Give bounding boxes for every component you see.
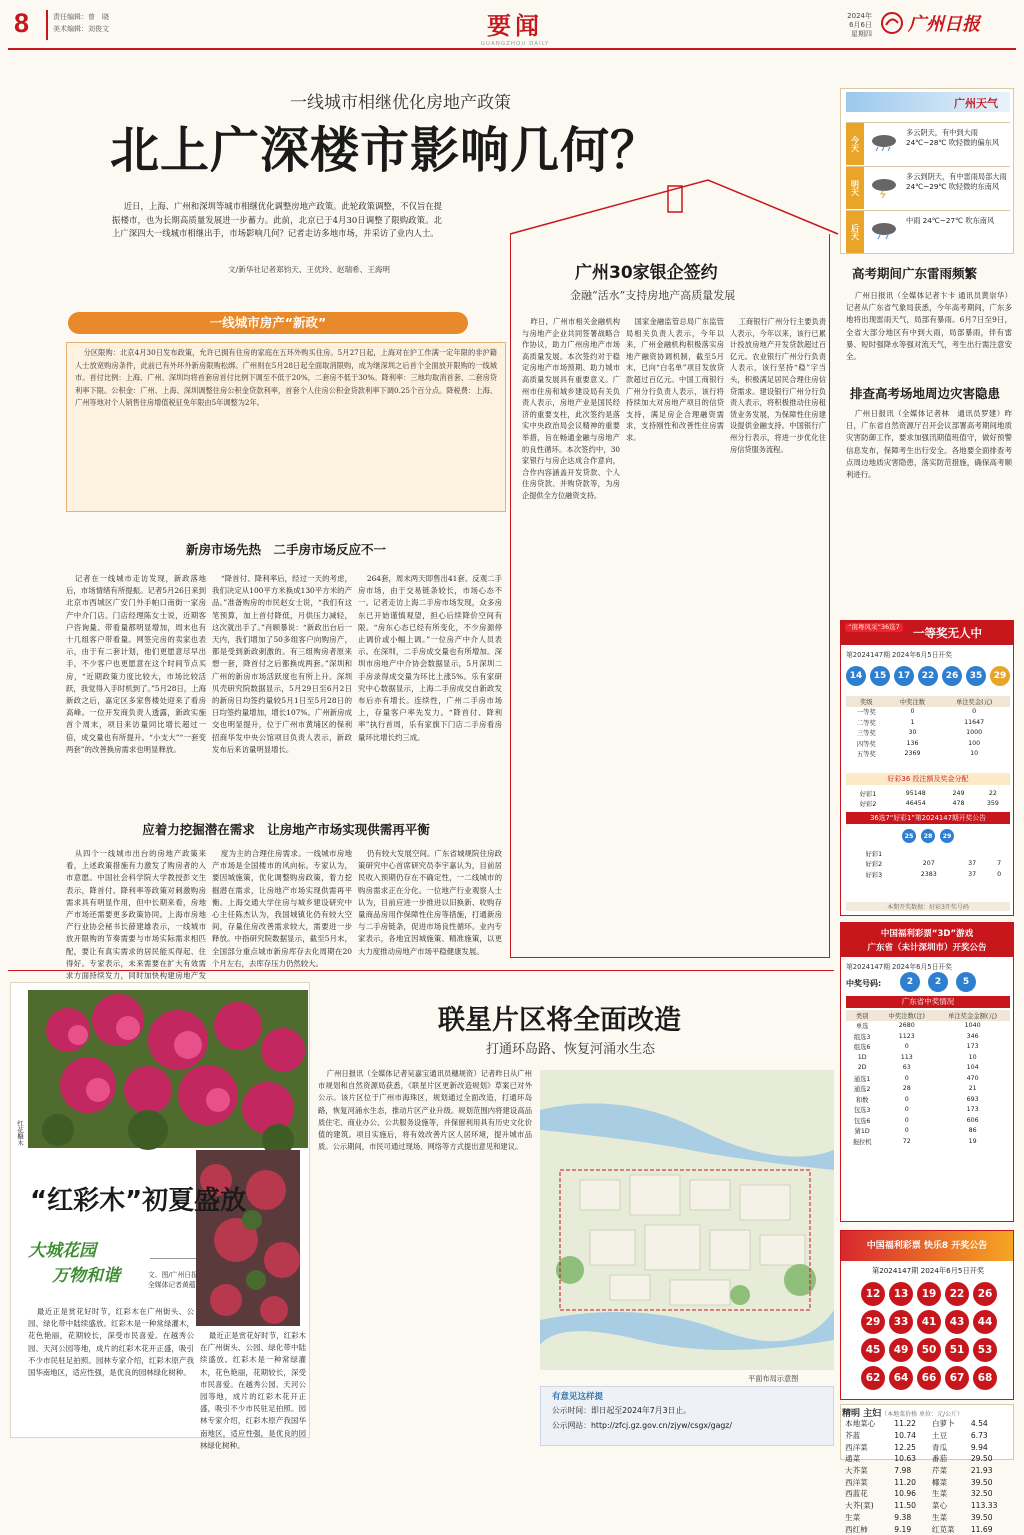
table-cell: 0 [904,1116,909,1124]
lottery-ball: 2 [900,972,920,992]
table-row [842,1453,1012,1465]
lottery-ball: 12 [861,1282,885,1306]
table-cell: 9.38 [894,1512,912,1522]
table-cell: 4.54 [970,1419,988,1429]
table-cell: 通菜 [845,1454,861,1464]
table-cell: 大芥菜 [845,1466,868,1476]
table-cell: 通选1 [853,1075,871,1083]
policy-box-title: 一线城市房产“新政” [68,312,468,334]
table-cell: 组选6 [853,1044,871,1052]
table-cell: 9.94 [970,1442,988,1452]
table-cell: 11.69 [970,1524,993,1534]
table-cell: 和数 [855,1096,869,1104]
table-row [842,1500,1012,1512]
table-row [842,1523,1012,1535]
table-cell: 113.33 [970,1501,998,1511]
lead-col-4-text: 从四个一线城市出台的房地产政策来看，上述政策措施有力激发了购房者的入市意愿。中国社会科学院大学教授彭文生表示，降首付、降利率等政策对刺激购房需求具有明显作用，但中长期来看，房地产市场还需要更多政策协同。上海市房地产行业协会秘书长薛建雄表示，一线城市放开限购的节奏需要与市场实际需求相匹配，要让有真实需求的居民能买得起、住得好。专家表示，未来需要在扩大有效需求方面持续发力，同时加快构建房地产发 [66,849,206,981]
lottery-ball: 14 [846,666,866,686]
table-cell: 21.93 [970,1466,993,1476]
table-row [846,1042,1010,1053]
table-row [846,738,1010,749]
lianxing-body [318,1068,532,1458]
table-row [846,749,1010,760]
table-row [842,1441,1012,1453]
weather-header [846,92,1010,112]
lower-section-rule [8,970,834,971]
editor-line: 责任编辑：曾 晓 [53,13,109,21]
table-cell: 28 [902,1085,911,1093]
lead-col-5-text: 度为主的合理住房需求。一线城市房地产市场是全国楼市的风向标。专家认为，要因城施策，优化调整购房政策，着力挖掘潜在需求，让房地产市场实现供需再平衡。上海交通大学住房与城乡建设研究中心主任陈杰认为，我国城镇化仍有较大空间，存量住房改善需求较大，需要进一步释放。中指研究院数据显示，截至5月末，全国部分重点城市新房库存去化周期在20个月左右，去库存压力仍然较大。 [212,849,352,968]
table-cell: 11.20 [894,1477,917,1487]
happy8-issue: 第2024147期 2024年6月5日开奖 [871,1266,985,1275]
table-cell: 0 [910,708,915,716]
veg-price-title: 精明 主妇 [842,1409,882,1419]
table-row [846,707,1010,718]
table-row [846,1031,1010,1042]
flower-photo-2 [196,1150,300,1326]
table-cell: 37 [968,870,977,878]
lead-col-6 [358,848,502,958]
table-cell: 好彩2 [865,861,883,869]
table-row [846,1136,1010,1147]
table-cell: 四等奖 [856,740,876,748]
table-cell: 95148 [905,789,926,797]
table-cell: 番茄 [931,1454,948,1464]
lottery-36-issue: 第2024147期 2024年6月5日开奖 [846,651,952,659]
table-cell: 土豆 [931,1431,948,1441]
table-cell: 470 [966,1074,979,1082]
table-row [842,1465,1012,1477]
table-row [846,1126,1010,1137]
flower-photo-caption: 红花檵木 [16,1120,24,1146]
weather-today-text: 多云阴天，有中到大雨 24℃~28℃ 吹轻微的偏东风 [906,128,1000,147]
veg-price-table-wrap [842,1418,1012,1534]
fc3d-table [846,1010,1010,1147]
table-row [846,728,1010,739]
flower-photo [28,990,308,1148]
policy-box-text: 分区限购：北京4月30日发布政策，允许已拥有住房的家庭在五环外购买住房。5月27日起，上海对在沪工作满一定年限的非沪籍人士放宽购房条件，此前已有外环外新房限购松绑。广州则在5月28日起全面取消限购，成为继深圳之后首个全面放开限购的一线城市。首付比例：上海、广州、深圳均将首套房首付比例下调至不低于20%，二套房不低于30%。降利率：三地均取消首套、二套房贷利率下限。公积金：广州、上海、深圳调整住房公积金贷款利率，首套个人住房公积金贷款利率下调0.25个百分点。降税费：上海、广州等地对个人销售住房增值税征免年限由5年调整为2年。 [66,342,506,512]
weather-tomorrow-label: 明天 [846,167,864,209]
fc3d-label: 中奖号码: [846,979,882,988]
table-cell: 1040 [964,1022,981,1030]
table-cell: 生菜 [931,1489,948,1499]
lead-byline: 文/新华社记者郑钧天、王优玲、赵瑞希、王海明 [228,265,391,274]
table-cell: 29.50 [970,1454,993,1464]
table-cell: 通选2 [853,1086,871,1094]
lead-col-4 [66,848,206,981]
lottery-36-table [846,696,1010,759]
table-cell: 菜心 [931,1501,948,1511]
fc3d-issue: 第2024147期 2024年6月5日开奖 [846,963,952,971]
lottery-ball: 62 [861,1366,885,1390]
lottery-ball: 17 [894,666,914,686]
table-cell: 单选 [855,1023,869,1031]
weather-today-label: 今天 [846,123,864,165]
haocai-balls [846,828,1010,844]
table-cell: 包选3 [853,1107,871,1115]
date-md: 6月6日 [849,21,872,29]
table-cell: 478 [952,800,965,808]
table-cell: 9.19 [894,1524,912,1534]
table-row [846,869,1010,880]
rain-cloud-icon [870,221,898,239]
table-cell: 37 [968,860,977,868]
table-cell: 1000 [966,729,983,737]
table-cell: 22 [988,789,997,797]
happy8-title: 中国福利彩票 快乐8 开奖公告 [841,1231,1013,1261]
lottery-36-name: “南粤风采”36选7 [845,623,903,632]
art-editor-line: 美术编辑：刘俊文 [53,25,109,33]
lottery-ball: 29 [990,666,1010,686]
veg-price-table [842,1418,1012,1535]
table-cell: 1D [857,1053,867,1061]
lianxing-body-text: 广州日报讯（全媒体记者吴嘉宝通讯员穗规资）记者昨日从广州市规划和自然资源局获悉，《联星片区更新改造规划》草案已对外公示。该片区位于广州市海珠区，规划通过全面改造，打通环岛路，恢复河涌水生态，推动片区产业升级。规划范围内将建设高品质住宅、商业办公、公共服务设施等，并保留利用具有历史文化价值的建筑。项目实施后，将有效改善片区人居环境，提升城市品质。公示期间，市民可通过现场、网络等方式提出意见和建议。 [318,1069,532,1152]
table-cell: 100 [968,739,981,747]
gz-col-3 [730,316,826,952]
table-cell: 63 [902,1064,911,1072]
table-cell: 包选6 [853,1117,871,1125]
table-cell: 0 [904,1095,909,1103]
table-cell: 6.73 [970,1431,988,1441]
flower-title: “红彩木”初夏盛放 [30,1186,247,1216]
veg-price-subtitle: （本地菜价格 单位：元/公斤） [881,1411,964,1418]
lottery-36-balls [846,662,1010,690]
happy8-balls [846,1280,1012,1392]
table-cell: 本地菜心 [845,1419,876,1429]
lottery-ball: 43 [945,1310,969,1334]
date-weekday: 星期四 [851,30,872,38]
lianxing-title: 联星片区将全面改造 [438,1005,681,1036]
masthead-rule [8,48,1016,50]
gz-col-1-text: 昨日，广州市相关金融机构与房地产企业共同签署战略合作协议，助力广州房地产市场高质量发展。本次签约对于稳定房地产市场预期、助力城市高质量发展具有重要意义。广州市住房和城乡建设局有关负责人表示，房地产业是国民经济的重要支柱，此次签约是落实中央政治局会议精神的重要举措，旨在畅通金融与房地产的良性循环。本次签约中，30家银行与房企达成合作意向，合作内容涵盖开发贷款、个人住房贷款、并购贷款等，为房企提供全方位融资支持。 [522,317,620,500]
lead-col-2-text: “降首付、降利率后，经过一天的考虑，我们决定从100平方米换成130平方米的产品。”准备购房的市民赵女士说，“我们有这笔预算，加上首付降低，月供压力减轻，这次就出手了。”肖顾暴说：“新政出台后一天内，我们增加了50多组客户向购房产，都是受到新政刺激的。有三组购房者原来想一套，降首付之后都换成两套。”深圳和广州的新房市场活跃度也有所上升。深圳贝壳研究院数据显示，5月29日至6月2日的新房日均签约量较5月1日至5月28日的日均签约量增加，增长107%。广州新房成交也明显提升，位于广州市黄埔区的保利招商华发中央公馆项目负责人表示，新政发布后来访量明显增长。 [212,574,352,754]
lottery-ball: 28 [921,829,935,843]
table-cell: 11.22 [894,1419,917,1429]
lottery-ball: 29 [861,1310,885,1334]
section-title: 要闻 [487,12,543,40]
lead-col-3 [358,573,502,798]
lianxing-map-caption: 平面布局示意图 [748,1374,799,1383]
lead-col-5 [212,848,352,968]
table-cell: 104 [966,1064,979,1072]
gz-col-1 [522,316,620,952]
table-cell: 173 [966,1043,979,1051]
table-cell: 二等奖 [856,719,876,727]
paper-logo-icon [880,11,904,35]
lottery-ball: 26 [973,1282,997,1306]
table-cell: 1 [910,718,915,726]
lottery-ball: 50 [917,1338,941,1362]
lead-col-2 [212,573,352,798]
table-cell: 136 [906,739,919,747]
table-cell: 西蓝花 [845,1489,868,1499]
table-cell: 一等奖 [856,709,876,717]
table-cell: 生菜 [931,1512,948,1522]
table-cell: 249 [952,789,965,797]
table-cell: 好彩2 [859,801,877,809]
table-cell: 青瓜 [931,1442,948,1452]
table-cell: 组选3 [853,1033,871,1041]
table-cell: 12.25 [894,1442,917,1452]
table-row [842,1430,1012,1442]
notice-title: 有意见这样提 [552,1392,604,1402]
lottery-ball: 41 [917,1310,941,1334]
table-cell: 359 [986,800,999,808]
lottery-ball: 53 [973,1338,997,1362]
weather-news-1-title: 高考期间广东雷雨频繁 [852,266,978,281]
lottery-ball: 35 [966,666,986,686]
table-cell: 红苋菜 [931,1524,955,1534]
table-row [846,1105,1010,1116]
table-cell: 32.50 [970,1489,993,1499]
lottery-ball: 25 [902,829,916,843]
lead-title: 北上广深楼市影响几何？ [110,122,661,179]
table-row [842,1476,1012,1488]
table-row [846,799,1010,810]
lottery-ball: 5 [956,972,976,992]
paper-logo [880,10,1016,36]
house-roof-frame [508,176,840,236]
table-row [846,859,1010,870]
gz-col-3-text: 工商银行广州分行主要负责人表示，今年以来，该行已累计投放房地产开发贷款超过百亿元。农业银行广州分行负责人表示，该行坚持“稳”字当头，积极满足居民合理住房信贷需求。建设银行广州分行负责人表示，将积极推动住房租赁业务发展，为保障性住房建设提供金融支持。中国银行广州分行表示，将进一步优化住房信贷服务流程。 [730,317,826,454]
table-row [842,1418,1012,1430]
weather-tomorrow-text: 多云到阴天，有中雷雨局部大雨 24℃~29℃ 吹轻微的东南风 [906,172,1007,191]
lead-col-1-text: 记者在一线城市走访发现，新政落地后，市场情绪有所提振。记者5月26日来到北京市西城区广安门外手帕口南街一家房产中介门店。门店经理陈女士说，近期客户咨询量、带看量都明显增加，周末也有十几组客户带看量。网签完房的卖家也表示，由于有二套计划，他们更愿意尽早出手，不少客户也更愿意在这个时间节点买房，“近期政策力度比较大，市场比较活跃，我觉得入手时机到了。”5月28日，上海新政之后，嘉定区多家售楼处迎来了看房高峰。一位开发商负责人透露，新政实施首个周末，项目来访量同比增长超过一倍，成交量也有所提升。“小支大”“一套变两套”的改善换房需求也明显释放。 [66,574,206,754]
col-header: 奖级 [846,696,887,707]
table-row [842,1488,1012,1500]
table-cell [956,848,988,859]
lottery-ball: 33 [889,1310,913,1334]
table-row [846,1094,1010,1105]
lottery-ball: 22 [945,1282,969,1306]
weather-day-after-text: 中雨 24℃~27℃ 吹东南风 [906,216,995,225]
table-cell: 大芥(菜) [845,1501,874,1511]
table-cell: 11647 [964,718,985,726]
flower-col-2 [200,1330,306,1450]
table-cell: 10.96 [894,1489,917,1499]
lottery-ball: 45 [861,1338,885,1362]
lottery-ball: 22 [918,666,938,686]
gz-col-2-text: 国家金融监管总局广东监管局相关负责人表示，今年以来，广州金融机构积极落实房地产融资协调机制，截至5月末，已向“白名单”项目发放贷款超过百亿元。中国工商银行广州分行负责人表示，该行将持续加大对房地产项目的信贷支持，满足房企合理融资需求，支持刚性和改善性住房需求。 [626,317,724,442]
flower-byline: 文、图/广州日报全媒体记者黄蕴 [148,1271,198,1289]
lottery-ball: 13 [889,1282,913,1306]
lead-col-6-text: 仍有较大发展空间。广东省城规院住房政策研究中心首席研究员李宇嘉认为，目前居民收入预期仍存在不确定性，一二线城市的购房需求正在分化。一位地产行业观察人士认为，目前应进一步推进以旧换新、收购存量商品房用作保障性住房等措施，打通新房与二手房链条，促进市场良性循环。业内专家表示，各地宜因城施策、精准施策，以更大力度推动房地产市场平稳健康发展。 [358,849,502,956]
table-row [846,717,1010,728]
notice-period: 公示时间：即日起至2024年7月3日止。 [552,1406,691,1415]
table-cell: 2383 [920,870,937,878]
lottery-ball: 44 [973,1310,997,1334]
table-cell: 0 [904,1043,909,1051]
table-cell [902,848,956,859]
lottery-ball: 51 [945,1338,969,1362]
table-cell: 拖拉机 [852,1138,872,1146]
lottery-ball: 49 [889,1338,913,1362]
gz-feature-title: 广州30家银企签约 [575,263,718,283]
table-row [846,788,1010,799]
lead-kicker: 一线城市相继优化房地产政策 [290,93,511,113]
haocai-36-table [846,788,1010,809]
table-row [846,1063,1010,1074]
col-header: 单注奖金(元) [938,696,1010,707]
flower-logo-line-2: 万物和谐 [52,1266,120,1286]
lottery-ball: 19 [917,1282,941,1306]
table-cell: 346 [966,1032,979,1040]
table-cell: 39.50 [970,1512,993,1522]
editor-credits [53,11,109,35]
weather-news-2 [846,408,1012,608]
lead-col-3-text: 264套，周末两天即售出41套。反观二手房市场，由于交易链条较长，市场心态不一。记者走访上海二手房市场发现，众多房东已开始谨慎观望，担心后续降价空间有限。“房东心态已经有所变化，不少房源停止调价或小幅上调。”一位房产中介人员表示。在深圳，二手房成交量也有所增加。深圳市房地产中介协会数据显示，5月深圳二手房录得成交量为环比上涨5%。乐有家研究中心数据显示，上海二手房成交自新政发布后亦有增长。连续性，广州二手房市场上，存量客户率先发力。“降首付、降利率”执行首周，乐有家旗下门店二手房看房量环比增长约三成。 [358,574,502,742]
table-cell: 2680 [898,1022,915,1030]
thunderstorm-icon [870,177,898,195]
table-cell: 46454 [905,800,926,808]
table-cell: 芹菜 [931,1466,948,1476]
table-cell: 207 [922,860,935,868]
rain-cloud-icon [870,133,898,151]
table-cell: 0 [997,870,1002,878]
haocai-1-table [846,848,1010,880]
fc3d-header [841,923,1013,957]
lottery-36-banner [841,621,1013,645]
table-row [846,1021,1010,1032]
table-cell: 11.50 [894,1501,917,1511]
table-cell: 芥蓝 [845,1431,861,1441]
lottery-36-result: 一等奖无人中 [913,626,982,640]
table-cell: 10.74 [894,1431,917,1441]
table-cell: 1123 [898,1032,915,1040]
table-row [846,1073,1010,1084]
haocai-1-bar: 36选7“好彩1”第2024147期开奖公告 [846,812,1010,824]
lottery-ball: 64 [889,1366,913,1390]
table-cell: 三等奖 [856,730,876,738]
masthead-divider [46,10,48,40]
lottery-ball: 26 [942,666,962,686]
lottery-ball: 29 [940,829,954,843]
issue-date [838,12,872,39]
table-cell: 2D [857,1064,867,1072]
table-cell: 西洋菜 [845,1477,868,1487]
flower-column-logo [28,1236,148,1298]
fc3d-table-title: 广东省中奖情况 [846,996,1010,1008]
section-heading-demand: 应着力挖掘潜在需求 让房地产市场实现供需再平衡 [142,822,430,837]
table-cell: 好彩1 [859,790,877,798]
table-cell: 10.63 [894,1454,917,1464]
table-cell [988,848,1010,859]
notice-website: 公示网站：http://zfcj.gz.gov.cn/zjyw/csgx/gagz/ [552,1421,733,1430]
table-cell: 0 [904,1127,909,1135]
table-cell: 7.98 [894,1466,912,1476]
table-cell: 21 [968,1085,977,1093]
haocai-36-bar: 好彩36 投注额及奖金分配 [846,773,1010,785]
lead-col-1 [66,573,206,798]
table-cell: 173 [966,1106,979,1114]
table-cell: 好彩3 [865,871,883,879]
weather-news-1 [846,290,1012,372]
fc3d-title: 中国福利彩票“3D”游戏 [880,929,974,939]
col-header: 中奖注数(注) [878,1010,935,1021]
table-cell: 白萝卜 [931,1419,955,1429]
table-cell: 0 [904,1106,909,1114]
col-header: 类别 [846,1010,878,1021]
table-cell: 113 [900,1053,913,1061]
flower-col-1-text: 最近正是赏花好时节，红彩木在广州街头、公园、绿化带中陆续盛放。红彩木是一种常绿灌木，花色艳丽，花期较长，深受市民喜爱。在越秀公园、天河公园等地，成片的红彩木花开正盛，吸引不少市民驻足拍照。园林专家介绍，红彩木原产我国华南地区，适应性强，是优良的园林绿化树种。 [28,1307,194,1378]
table-cell: 0 [972,708,977,716]
table-row [842,1512,1012,1524]
table-cell: 86 [968,1127,977,1135]
table-cell: 2369 [904,750,921,758]
weather-title: 广州天气 [954,97,998,110]
paper-name: 广州日报 [908,14,980,35]
col-header: 单注奖金金额(元) [935,1010,1010,1021]
table-cell: 693 [966,1095,979,1103]
gz-feature-subtitle: 金融“活水”支持房地产高质量发展 [570,289,736,302]
col-header: 中奖注数 [887,696,939,707]
table-cell: 好彩1 [865,850,883,858]
lianxing-subtitle: 打通环岛路、恢复河涌水生态 [486,1042,656,1057]
table-cell: 10 [970,750,979,758]
table-cell: 39.50 [970,1477,993,1487]
lottery-ball: 68 [973,1366,997,1390]
table-row [846,1115,1010,1126]
table-cell: 西洋菜 [845,1442,868,1452]
weather-news-1-text: 广州日报讯（全媒体记者卞卡 通讯员黄崇华）记者从广东省气象局获悉，今年高考期间，广东多地将出现雷雨天气，局部有暴雨。6月7日至9日，全省大部分地区有中到大雨，局部暴雨，伴有雷暴、短时强降水等强对流天气，考生出行需注意安全。 [846,291,1012,362]
weather-day-after [846,210,1010,252]
table-row [846,1084,1010,1095]
haocai-note: 本期开奖数据：好彩3开奖号码 [846,902,1010,911]
table-cell: 30 [908,729,917,737]
table-cell: 10 [968,1053,977,1061]
table-cell: 7 [997,860,1002,868]
weather-day-after-label: 后天 [846,211,864,253]
weather-news-2-title: 排查高考场地周边灾害隐患 [850,386,1001,401]
weather-news-2-text: 广州日报讯（全媒体记者林 通讯员罗建）昨日，广东省自然资源厅召开会议部署高考期间地质灾害防御工作，要求加强汛期值班值守，做好预警信息发布，保障考生出行安全。各地要全面排查考点周边地质灾害隐患，落实防范措施，确保高考顺利进行。 [846,409,1012,480]
table-row [846,1052,1010,1063]
section-header [470,6,560,47]
table-cell: 椰菜 [931,1477,948,1487]
lianxing-plan-map [540,1070,834,1370]
table-cell: 0 [904,1074,909,1082]
flower-col-1 [28,1306,194,1434]
table-cell: 猜1D [854,1128,870,1136]
table-cell: 19 [968,1137,977,1145]
section-heading-new-homes: 新房市场先热 二手房市场反应不一 [185,542,386,557]
table-cell: 72 [902,1137,911,1145]
fc3d-balls [900,972,976,992]
gz-col-2 [626,316,724,952]
table-cell: 生菜 [845,1512,861,1522]
flower-col-2-text: 最近正是赏花好时节，红彩木在广州街头、公园、绿化带中陆续盛放。红彩木是一种常绿灌木，花色艳丽，花期较长，深受市民喜爱。在越秀公园、天河公园等地，成片的红彩木花开正盛，吸引不少市民驻足拍照。园林专家介绍，红彩木原产我国华南地区，适应性强，是优良的园林绿化树种。 [200,1331,306,1450]
lottery-ball: 67 [945,1366,969,1390]
weather-tomorrow [846,166,1010,208]
section-subtitle: GUANGZHOU DAILY [480,41,550,47]
fc3d-subtitle: 广东省（未计深圳市）开奖公告 [867,943,987,953]
date-year: 2024年 [847,12,872,20]
table-cell: 五等奖 [856,751,876,759]
lead-intro: 近日，上海、广州和深圳等城市相继优化调整房地产政策。此轮政策调整，不仅旨在提振楼市，也为长期高质量发展进一步蓄力。此前，北京已于4月30日调整了限购政策。北上广深四大一线城市相继出手，市场影响几何？记者走访多地市场，并采访了业内人士。 [112,201,442,239]
weather-today [846,122,1010,164]
table-cell: 606 [966,1116,979,1124]
flower-logo-line-1: 大城花园 [28,1241,96,1261]
page-number: 8 [14,8,30,38]
lottery-ball: 15 [870,666,890,686]
table-row [846,848,1010,859]
lottery-ball: 2 [928,972,948,992]
byline-rule [150,1258,196,1259]
lottery-ball: 66 [917,1366,941,1390]
table-cell: 西红柿 [845,1524,868,1534]
